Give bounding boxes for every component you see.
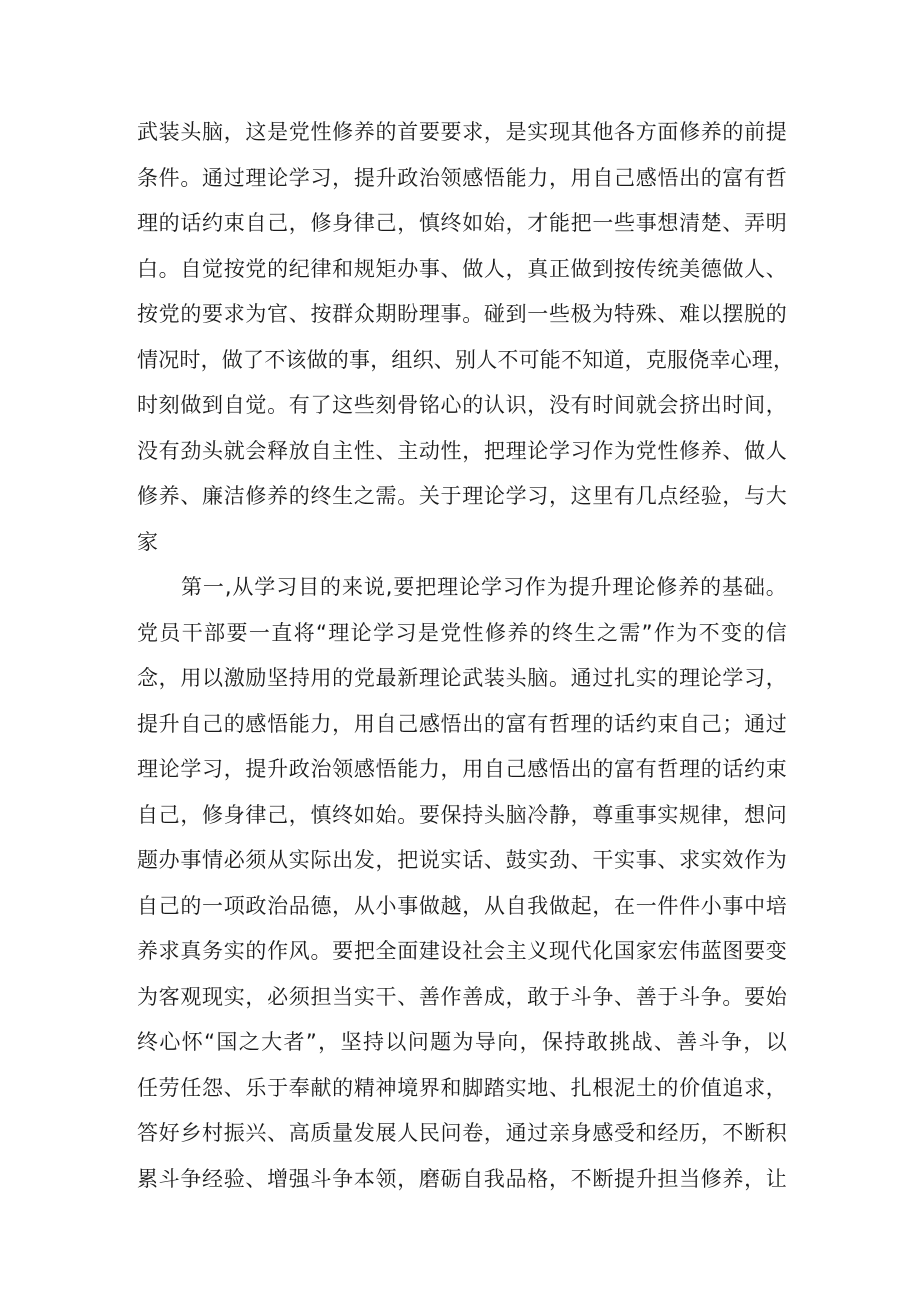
text-line: 为客观现实，必须担当实干、善作善成，敢于斗争、善于斗争。要始 (137, 984, 787, 1009)
text-line: 武装头脑，这是党性修养的首要要求，是实现其他各方面修养的前提 (137, 120, 787, 144)
text-line: 养求真务实的作风。要把全面建设社会主义现代化国家宏伟蓝图要变 (137, 939, 787, 963)
text-line: 理论学习，提升政治领感悟能力，用自己感悟出的富有哲理的话约束 (137, 757, 787, 781)
text-line: 白。自觉按党的纪律和规矩办事、做人，真正做到按传统美德做人、 (137, 256, 787, 281)
text-line: 家 (137, 529, 159, 554)
text-line: 情况时，做了不该做的事，组织、别人不可能不知道，克服侥幸心理， (137, 347, 795, 372)
paragraph-1 (137, 110, 795, 565)
text-line: 自己的一项政治品德，从小事做越，从自我做起，在一件件小事中培 (137, 893, 787, 918)
text-line: 任劳任怨、乐于奉献的精神境界和脚踏实地、扎根泥土的价值追求， (137, 1075, 787, 1100)
text-line: 时刻做到自觉。有了这些刻骨铭心的认识，没有时间就会挤出时间， (137, 393, 787, 417)
text-line: 理的话约束自己，修身律己，慎终如始，才能把一些事想清楚、弄明 (137, 211, 787, 235)
text-line: 第一,从学习目的来说,要把理论学习作为提升理论修养的基础。 (181, 575, 787, 599)
text-line: 党员干部要一直将“理论学习是党性修养的终生之需”作为不变的信 (137, 620, 787, 645)
text-line: 提升自己的感悟能力，用自己感悟出的富有哲理的话约束自己；通过 (137, 711, 787, 736)
text-line: 没有劲头就会释放自主性、主动性，把理论学习作为党性修养、做人 (137, 438, 787, 463)
text-line: 题办事情必须从实际出发，把说实话、鼓实劲、干实事、求实效作为 (137, 848, 787, 872)
text-line: 终心怀“国之大者”，坚持以问题为导向，保持敢挑战、善斗争，以 (137, 1030, 787, 1054)
text-line: 修养、廉洁修养的终生之需。关于理论学习，这里有几点经验，与大 (137, 484, 787, 508)
paragraph-2 (137, 565, 787, 1202)
text-line: 念，用以激励坚持用的党最新理论武装头脑。通过扎实的理论学习， (137, 666, 787, 690)
text-line: 条件。通过理论学习，提升政治领感悟能力，用自己感悟出的富有哲 (137, 165, 787, 190)
text-line: 答好乡村振兴、高质量发展人民问卷，通过亲身感受和经历，不断积 (137, 1121, 787, 1145)
text-line: 按党的要求为官、按群众期盼理事。碰到一些极为特殊、难以摆脱的 (137, 302, 787, 326)
text-line: 累斗争经验、增强斗争本领，磨砺自我品格，不断提升担当修养，让 (137, 1166, 787, 1191)
text-line: 自己，修身律己，慎终如始。要保持头脑冷静，尊重事实规律，想问 (137, 802, 787, 827)
